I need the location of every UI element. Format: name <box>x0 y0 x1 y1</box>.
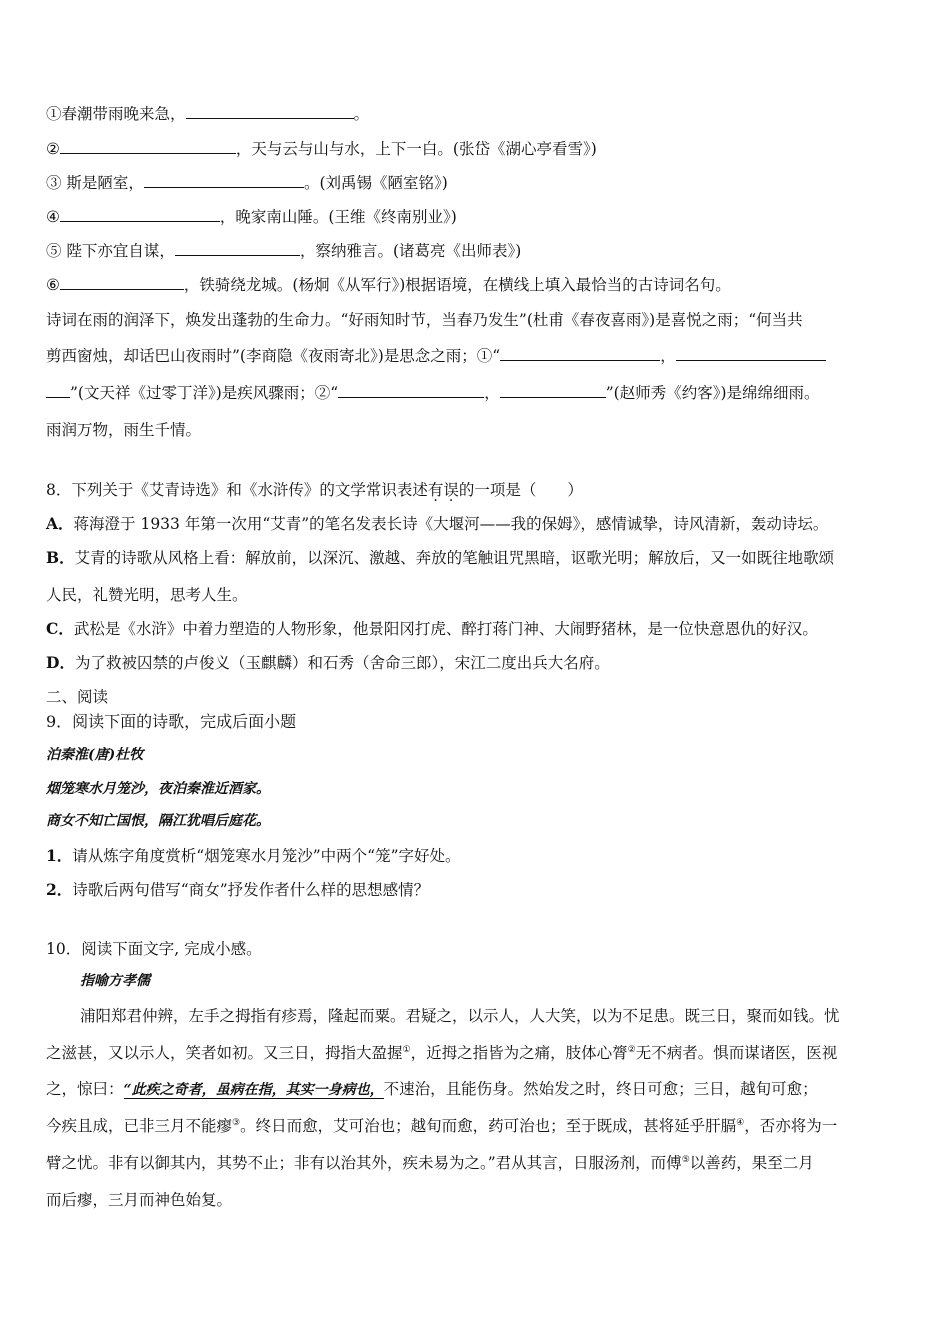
rain-paragraph-line-4 <box>46 418 201 440</box>
text: 之，惊曰： <box>46 1080 124 1098</box>
text: 。(刘禹锡《陋室铭》) <box>303 174 448 192</box>
text: 臂之忧。非有以御其内，其势不止；非有以治其外，疾未易为之。”君从其言，日服汤剂，而傅 <box>46 1154 682 1172</box>
fill-blank[interactable] <box>676 346 826 361</box>
text: 8．下列关于《艾青诗选》和《水浒传》的文学常识表述 <box>46 481 428 499</box>
poem-line-2 <box>46 137 597 159</box>
text: ，铁骑绕龙城。(杨炯《从军行》)根据语境，在横线上填入最恰当的古诗词名句。 <box>183 276 731 294</box>
text: 剪西窗烛，却话巴山夜雨时”(李商隐《夜雨寄北》)是思念之雨；①“ <box>46 347 501 365</box>
option-label: C． <box>46 619 74 638</box>
text: 商女不知亡国恨，隔江犹唱后庭花。 <box>46 813 270 829</box>
q9-sub-question-1 <box>46 844 461 866</box>
text: 无不病者。惧而谋诸医，医视 <box>635 1044 838 1062</box>
text: 。 <box>353 105 370 123</box>
text: ，天与云与山与水，上下一白。(张岱《湖心亭看雪》) <box>235 140 597 158</box>
text: 。终日而愈，艾可治也；越旬而愈，药可治也；至于既成，甚将延乎肝膈 <box>240 1117 737 1135</box>
fill-blank[interactable] <box>338 383 484 398</box>
poem-line-4 <box>46 205 457 227</box>
text: 2． <box>46 880 73 899</box>
poem-verse-2 <box>46 810 270 830</box>
text: ， <box>660 347 676 365</box>
text: ， <box>484 384 500 402</box>
poem-line-6 <box>46 273 731 295</box>
text: 烟笼寒水月笼沙，夜泊秦淮近酒家。 <box>46 781 270 797</box>
text: ③ 斯是陋室， <box>46 174 144 192</box>
essay-line-6 <box>46 1188 232 1210</box>
text: ”(文天祥《过零丁洋》)是疾风骤雨；②“ <box>70 384 339 402</box>
essay-line-4 <box>46 1114 837 1136</box>
text: 请从炼字角度赏析“烟笼寒水月笼沙”中两个“笼”字好处。 <box>72 847 461 865</box>
q8-option-a[interactable] <box>46 512 828 534</box>
fill-blank[interactable] <box>175 241 300 256</box>
footnote-mark: ④ <box>736 1117 745 1128</box>
text: ①春潮带雨晚来急， <box>46 105 186 123</box>
option-text: 为了救被囚禁的卢俊义（玉麒麟）和石秀（舍命三郎），宋江二度出兵大名府。 <box>74 654 610 672</box>
option-text: 蒋海澄于 1933 年第一次用“艾青”的笔名发表长诗《大堰河——我的保姆》，感情诚挚，诗风清新，轰动诗坛。 <box>73 515 829 533</box>
poem-line-3 <box>46 171 448 193</box>
q8-option-d[interactable] <box>46 651 610 673</box>
q8-option-c[interactable] <box>46 617 818 639</box>
text: ② <box>46 140 60 158</box>
fill-blank[interactable] <box>46 383 70 398</box>
option-text: 艾青的诗歌从风格上看：解放前，以深沉、激越、奔放的笔触诅咒黑暗，讴歌光明；解放后，又一如既往地歌颂 <box>74 549 835 567</box>
essay-title <box>80 970 150 990</box>
essay-line-5 <box>46 1151 814 1173</box>
rain-paragraph-line-1 <box>46 308 803 330</box>
q9-sub-question-2 <box>46 878 429 900</box>
essay-line-3 <box>46 1077 818 1099</box>
underlined-quote: “此疾之奇者，虽病在指，其实一身病也， <box>123 1082 384 1098</box>
text: ，察纳雅言。(诸葛亮《出师表》) <box>299 242 522 260</box>
q8-option-b-cont <box>46 583 248 605</box>
q9-stem <box>46 709 296 732</box>
emphasis-char: 有 <box>427 481 444 499</box>
text: 指喻方孝儒 <box>80 973 150 989</box>
text: 不速治，且能伤身。然始发之时，终日可愈；三日，越旬可愈； <box>383 1080 818 1098</box>
text: 雨润万物，雨生千情。 <box>46 421 202 439</box>
text: ，近拇之指皆为之痛，肢体心膂 <box>410 1044 628 1062</box>
text: 以善药，果至二月 <box>689 1154 814 1172</box>
option-label: B． <box>46 548 75 567</box>
emphasis-char: 误 <box>443 481 459 499</box>
text: 诗词在雨的润泽下，焕发出蓬勃的生命力。“好雨知时节，当春乃发生”(杜甫《春夜喜雨》)是喜悦之雨；“何当共 <box>46 311 803 329</box>
fill-blank[interactable] <box>500 346 660 361</box>
fill-blank[interactable] <box>60 207 220 222</box>
text: 10．阅读下面文字, 完成小感。 <box>46 940 262 958</box>
rain-paragraph-line-3 <box>46 381 820 403</box>
text: ，晚家南山陲。(王维《终南别业》) <box>219 208 457 226</box>
text: ⑤ 陛下亦宜自谋， <box>46 242 175 260</box>
footnote-mark: ① <box>402 1044 411 1055</box>
essay-line-1 <box>80 1004 840 1026</box>
fill-blank[interactable] <box>186 104 354 119</box>
q8-stem <box>46 478 583 500</box>
fill-blank[interactable] <box>144 173 304 188</box>
text: 浦阳郑君仲辨，左手之拇指有疹焉，隆起而粟。君疑之，以示人，人大笑，以为不足患。既三日，聚而如钱。忧 <box>80 1007 840 1025</box>
fill-blank[interactable] <box>500 383 606 398</box>
text: 诗歌后两句借写“商女”抒发作者什么样的思想感情？ <box>72 881 430 899</box>
text: 泊秦淮(唐)杜牧 <box>46 747 144 763</box>
essay-line-2 <box>46 1041 837 1063</box>
option-label: A． <box>46 514 74 533</box>
text: ⑥ <box>46 276 60 294</box>
q10-stem <box>46 937 262 959</box>
footnote-mark: ⑤ <box>681 1154 690 1165</box>
poem-title <box>46 744 143 764</box>
option-text: 人民，礼赞光明，思考人生。 <box>46 586 248 604</box>
text: 1． <box>46 846 73 865</box>
fill-blank[interactable] <box>60 139 236 154</box>
text: 而后瘳，三月而神色始复。 <box>46 1191 233 1209</box>
poem-verse-1 <box>46 778 270 798</box>
text: 二、阅读 <box>46 688 109 706</box>
section-heading <box>46 685 108 707</box>
text: ④ <box>46 208 60 226</box>
option-label: D． <box>46 653 75 672</box>
text: 今疾且成，已非三月不能瘳 <box>46 1117 233 1135</box>
text: ”(赵师秀《约客》)是绵绵细雨。 <box>605 384 820 402</box>
footnote-mark: ③ <box>232 1117 241 1128</box>
option-text: 武松是《水浒》中着力塑造的人物形象，他景阳冈打虎、醉打蒋门神、大闹野猪林，是一位快意恩仇的好汉。 <box>73 620 818 638</box>
q8-option-b[interactable] <box>46 546 834 568</box>
text: 的一项是（ ） <box>458 481 583 499</box>
poem-line-1 <box>46 102 369 124</box>
footnote-mark: ② <box>627 1044 636 1055</box>
text: 9．阅读下面的诗歌，完成后面小题 <box>46 712 297 731</box>
poem-line-5 <box>46 239 521 261</box>
rain-paragraph-line-2 <box>46 344 826 366</box>
text: ，否亦将为一 <box>744 1117 838 1135</box>
text: 之滋甚，又以示人，笑者如初。又三日，拇指大盈握 <box>46 1044 403 1062</box>
fill-blank[interactable] <box>60 275 184 290</box>
